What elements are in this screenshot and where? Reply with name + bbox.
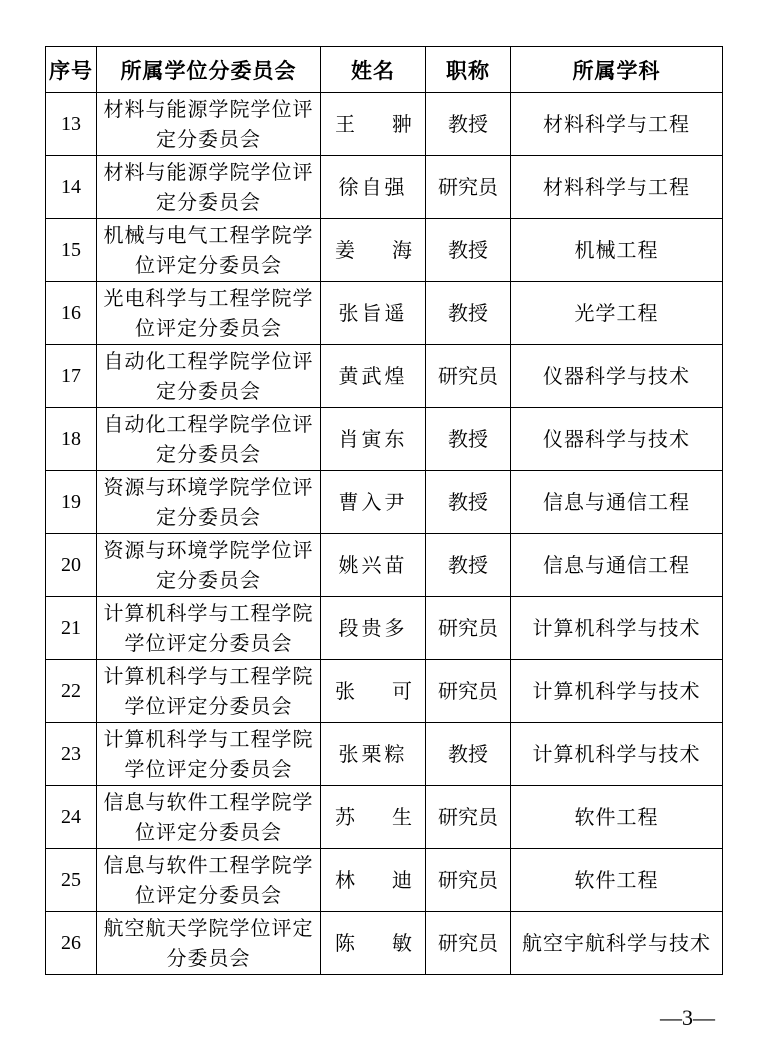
header-name: 姓名 [321,47,426,93]
header-committee: 所属学位分委员会 [97,47,321,93]
committee-cell: 光电科学与工程学院学位评定分委员会 [97,282,321,345]
title-cell: 研究员 [426,912,511,975]
committee-cell: 资源与环境学院学位评定分委员会 [97,471,321,534]
row-number: 26 [46,912,97,975]
row-number: 23 [46,723,97,786]
subject-cell: 计算机科学与技术 [511,597,723,660]
name-text: 苏 生 [335,805,413,829]
subject-cell: 仪器科学与技术 [511,345,723,408]
row-number: 22 [46,660,97,723]
name-cell: 黄武煌 [321,345,426,408]
subject-cell: 机械工程 [511,219,723,282]
name-text: 王 翀 [335,112,413,136]
title-cell: 教授 [426,93,511,156]
header-subject: 所属学科 [511,47,723,93]
title-cell: 教授 [426,534,511,597]
roster-table [45,46,723,975]
row-number: 24 [46,786,97,849]
name-cell: 段贵多 [321,597,426,660]
row-number: 19 [46,471,97,534]
row-number: 14 [46,156,97,219]
subject-cell: 光学工程 [511,282,723,345]
row-number: 13 [46,93,97,156]
subject-cell: 材料科学与工程 [511,156,723,219]
committee-cell: 计算机科学与工程学院学位评定分委员会 [97,660,321,723]
name-text: 姜 海 [335,238,413,262]
table-row [46,219,723,282]
name-cell [321,93,426,156]
table-row [46,912,723,975]
committee-cell: 信息与软件工程学院学位评定分委员会 [97,786,321,849]
table-row [46,93,723,156]
row-number: 15 [46,219,97,282]
table-row [46,471,723,534]
name-cell: 姚兴苗 [321,534,426,597]
header-no: 序号 [46,47,97,93]
row-number: 18 [46,408,97,471]
table-row [46,786,723,849]
subject-cell: 信息与通信工程 [511,534,723,597]
name-cell: 张旨遥 [321,282,426,345]
name-cell [321,912,426,975]
table-row [46,156,723,219]
title-cell: 教授 [426,471,511,534]
table-row [46,849,723,912]
name-text: 张 可 [335,679,413,703]
committee-cell: 材料与能源学院学位评定分委员会 [97,93,321,156]
name-cell [321,219,426,282]
table-row [46,282,723,345]
subject-cell: 软件工程 [511,849,723,912]
subject-cell: 计算机科学与技术 [511,723,723,786]
table-row [46,345,723,408]
name-text: 林 迪 [335,868,413,892]
subject-cell: 仪器科学与技术 [511,408,723,471]
table-row [46,660,723,723]
name-cell: 徐自强 [321,156,426,219]
subject-cell: 信息与通信工程 [511,471,723,534]
name-cell [321,786,426,849]
header-row [46,47,723,93]
roster-body [46,93,723,975]
title-cell: 教授 [426,282,511,345]
committee-cell: 自动化工程学院学位评定分委员会 [97,345,321,408]
committee-cell: 计算机科学与工程学院学位评定分委员会 [97,597,321,660]
committee-cell: 材料与能源学院学位评定分委员会 [97,156,321,219]
table-row [46,597,723,660]
title-cell: 研究员 [426,345,511,408]
committee-cell: 机械与电气工程学院学位评定分委员会 [97,219,321,282]
row-number: 16 [46,282,97,345]
committee-cell: 自动化工程学院学位评定分委员会 [97,408,321,471]
title-cell: 教授 [426,408,511,471]
title-cell: 研究员 [426,660,511,723]
subject-cell: 航空宇航科学与技术 [511,912,723,975]
row-number: 25 [46,849,97,912]
name-cell: 张栗粽 [321,723,426,786]
name-cell: 肖寅东 [321,408,426,471]
subject-cell: 材料科学与工程 [511,93,723,156]
row-number: 21 [46,597,97,660]
title-cell: 研究员 [426,786,511,849]
committee-cell: 信息与软件工程学院学位评定分委员会 [97,849,321,912]
table-row [46,408,723,471]
table-row [46,723,723,786]
subject-cell: 软件工程 [511,786,723,849]
title-cell: 教授 [426,219,511,282]
row-number: 17 [46,345,97,408]
name-cell [321,849,426,912]
title-cell: 研究员 [426,849,511,912]
name-cell [321,660,426,723]
title-cell: 研究员 [426,597,511,660]
name-cell: 曹入尹 [321,471,426,534]
committee-cell: 航空航天学院学位评定分委员会 [97,912,321,975]
subject-cell: 计算机科学与技术 [511,660,723,723]
table-row [46,534,723,597]
title-cell: 研究员 [426,156,511,219]
title-cell: 教授 [426,723,511,786]
page-number: —3— [660,1005,715,1030]
row-number: 20 [46,534,97,597]
name-text: 陈 敏 [335,931,413,955]
header-title: 职称 [426,47,511,93]
committee-cell: 资源与环境学院学位评定分委员会 [97,534,321,597]
committee-cell: 计算机科学与工程学院学位评定分委员会 [97,723,321,786]
